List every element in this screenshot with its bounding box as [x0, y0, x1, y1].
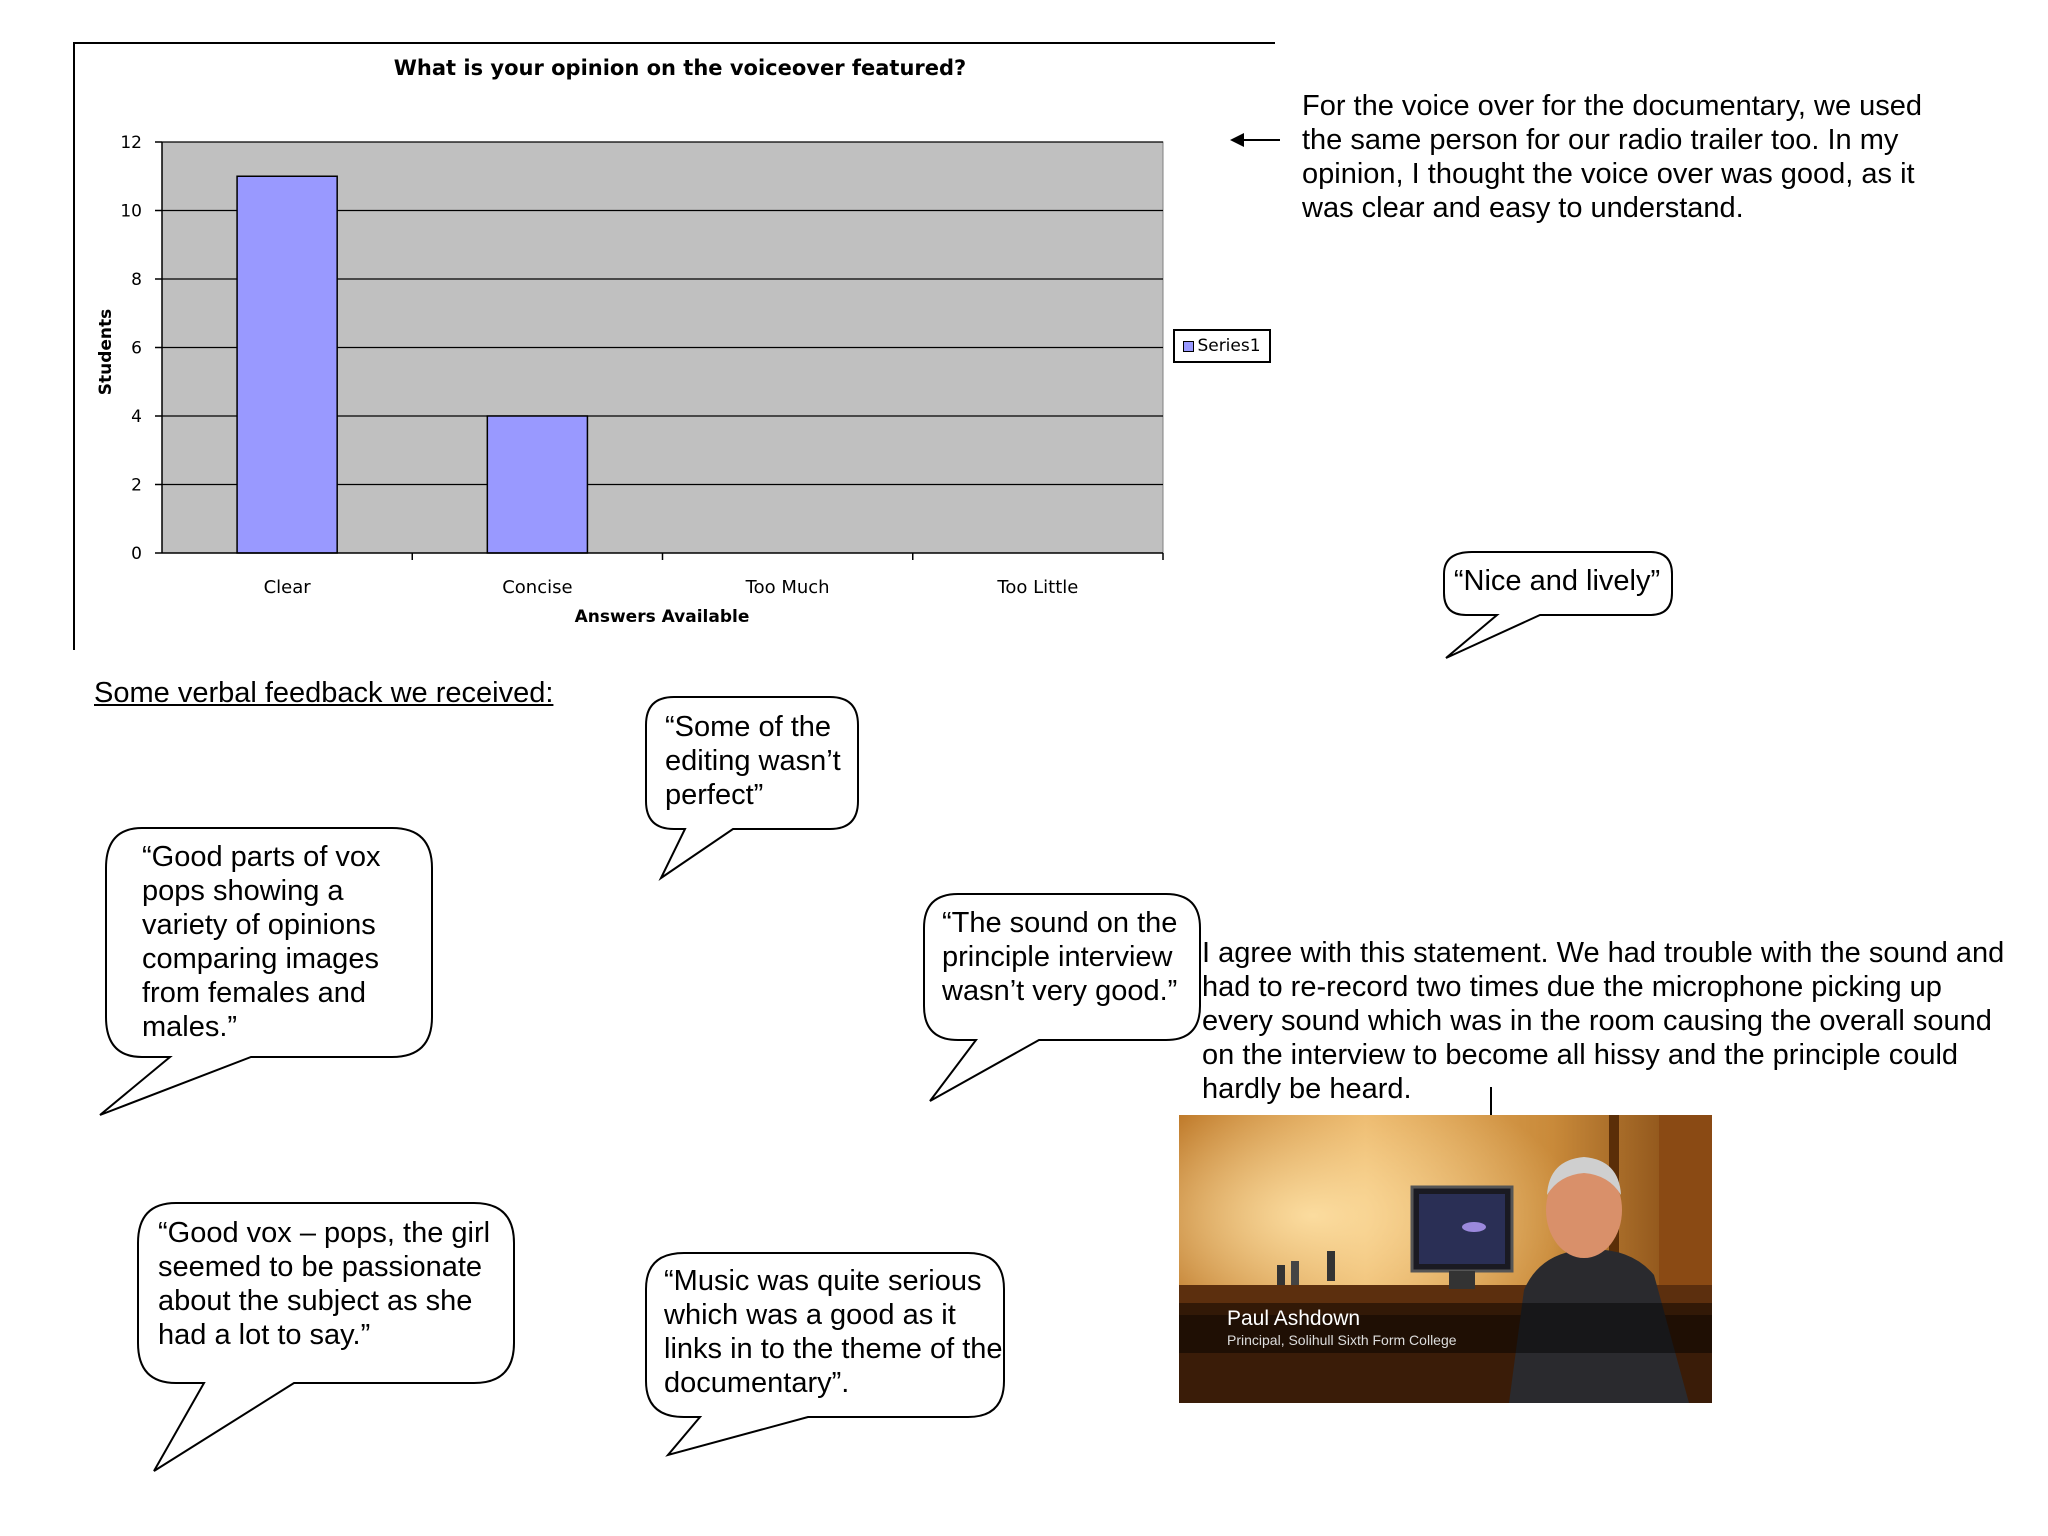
- photo-caption-role: Principal, Solihull Sixth Form College: [1227, 1332, 1457, 1348]
- y-tick-label: 4: [131, 407, 142, 427]
- sound-line: hardly be heard.: [1202, 1073, 1412, 1105]
- bubble-vox: [142, 840, 381, 1044]
- bubble-line: comparing images: [142, 943, 379, 975]
- bubble-line: which was a good as it: [664, 1299, 956, 1331]
- bubble-sound: [942, 906, 1177, 1008]
- sound-line: every sound which was in the room causing the overall sound: [1202, 1005, 1992, 1037]
- y-tick-label: 2: [131, 475, 142, 496]
- x-tick-label: Too Much: [745, 577, 830, 598]
- bubble-line: documentary”.: [664, 1367, 850, 1399]
- bubble-line: “Good vox – pops, the girl: [158, 1217, 491, 1249]
- bubble-line: variety of opinions: [142, 909, 376, 941]
- interview-scene: [1179, 1115, 1712, 1403]
- bubble-line: editing wasn’t: [665, 745, 841, 777]
- x-tick-label: Concise: [502, 577, 573, 598]
- interview-still: [1179, 1115, 1712, 1403]
- y-tick-label: 10: [120, 201, 142, 222]
- sound-line: I agree with this statement. We had trouble with the sound and: [1202, 937, 2005, 969]
- bubble-nice: [1445, 564, 1669, 598]
- bubble-line: “The sound on the: [942, 907, 1178, 939]
- photo-caption-name: Paul Ashdown: [1227, 1307, 1361, 1330]
- y-tick-label: 6: [131, 338, 142, 359]
- x-axis-label: Answers Available: [574, 607, 750, 627]
- sound-line: had to re-record two times due the microphone picking up: [1202, 971, 1942, 1003]
- x-tick-label: Clear: [263, 577, 311, 598]
- bubble-line: wasn’t very good.”: [942, 975, 1178, 1007]
- legend-label: Series1: [1197, 336, 1261, 356]
- y-tick-label: 0: [131, 544, 142, 564]
- bubble-line: perfect”: [665, 779, 764, 811]
- y-tick-label: 8: [131, 270, 142, 290]
- bubble-line: “Music was quite serious: [664, 1265, 982, 1297]
- y-axis-label: Students: [96, 308, 116, 396]
- bubble-line: links in to the theme of the: [664, 1333, 1003, 1365]
- bubble-line: males.”: [142, 1011, 238, 1043]
- section-heading: Some verbal feedback we received:: [94, 677, 554, 709]
- bubble-music: [664, 1264, 1003, 1400]
- voiceover-line: the same person for our radio trailer too. In my: [1302, 124, 1899, 156]
- x-tick-label: Too Little: [997, 577, 1079, 598]
- bubble-line: from females and: [142, 977, 367, 1009]
- bubble-line: had a lot to say.”: [158, 1319, 371, 1351]
- sound-line: on the interview to become all hissy and the principle could: [1202, 1039, 1959, 1071]
- bubble-line: about the subject as she: [158, 1285, 473, 1317]
- voiceover-line: was clear and easy to understand.: [1302, 192, 1744, 224]
- voiceover-line: For the voice over for the documentary, we used: [1302, 90, 1923, 122]
- bubble-line: pops showing a: [142, 875, 344, 907]
- bubble-girl: [158, 1216, 490, 1352]
- bubble-line: “Some of the: [665, 711, 832, 743]
- chart-title: What is your opinion on the voiceover featured?: [393, 56, 967, 80]
- bubble-line: “Nice and lively”: [1453, 565, 1661, 597]
- bubble-line: seemed to be passionate: [158, 1251, 483, 1283]
- bubble-editing: [665, 710, 841, 812]
- voiceover-line: opinion, I thought the voice over was good, as it: [1302, 158, 1915, 190]
- y-tick-label: 12: [120, 133, 142, 153]
- bubble-line: principle interview: [942, 941, 1173, 973]
- sound-commentary: [1202, 936, 2042, 1106]
- bubble-line: “Good parts of vox: [142, 841, 381, 873]
